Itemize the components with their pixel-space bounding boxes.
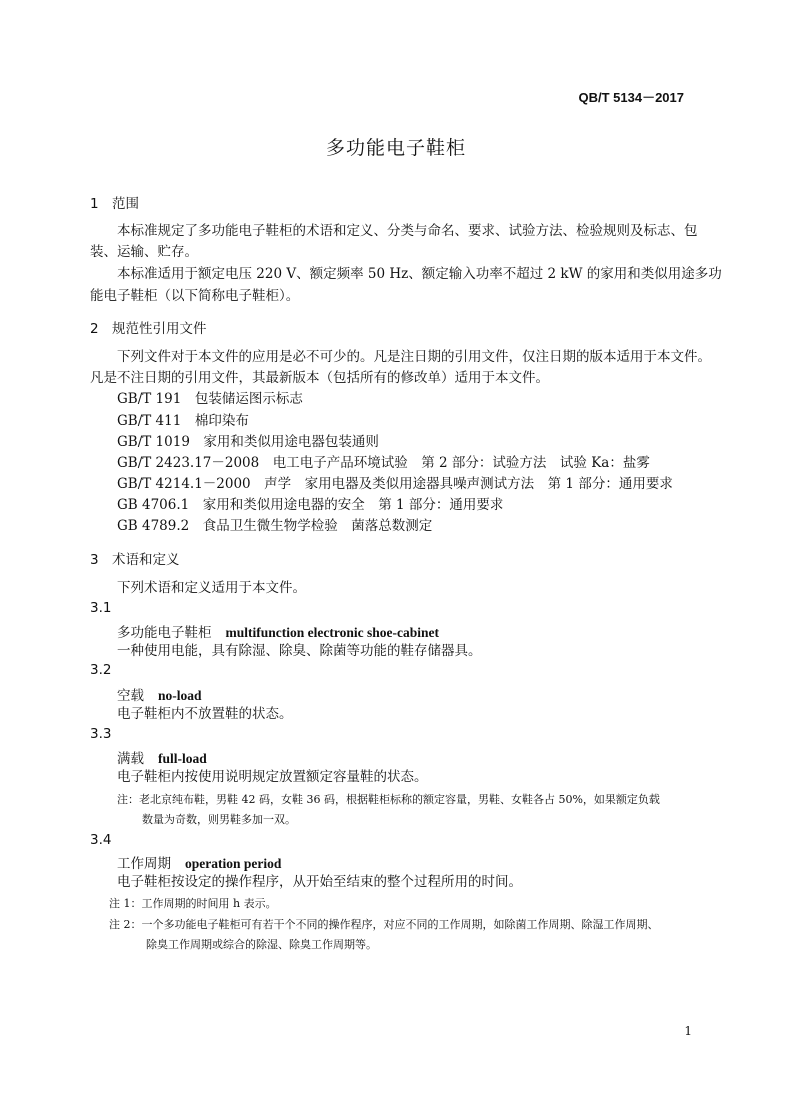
section-title: 术语和定义 — [112, 552, 180, 568]
term-definition: 一种使用电能，具有除湿、除臭、除菌等功能的鞋存储器具。 — [117, 643, 482, 659]
term-number: 3.4 — [90, 832, 112, 848]
term-note: 数量为奇数，则男鞋多加一双。 — [142, 813, 296, 826]
term-cn: 多功能电子鞋柜 — [117, 625, 212, 641]
term-cn: 满载 — [117, 751, 144, 767]
s1-p2-line2: 能电子鞋柜（以下简称电子鞋柜）。 — [90, 288, 300, 304]
reference-item: GB/T 191 包装储运图示标志 — [117, 391, 303, 407]
s1-p2-line1: 本标准适用于额定电压 220 V、额定频率 50 Hz、额定输入功率不超过 2 kW 的家用和类似用途多功 — [117, 266, 722, 282]
term-heading — [117, 852, 281, 872]
term-en: no-load — [158, 688, 202, 703]
s1-p1-line2: 装、运输、贮存。 — [90, 244, 198, 260]
term-number: 3.3 — [90, 726, 112, 742]
term-note: 注 2：一个多功能电子鞋柜可有若干个不同的操作程序，对应不同的工作周期，如除菌工作周期、除湿工作周期、 — [109, 918, 659, 931]
s2-p1-line2: 凡是不注日期的引用文件，其最新版本（包括所有的修改单）适用于本文件。 — [90, 370, 549, 386]
term-heading — [117, 621, 439, 641]
s1-p1-line1: 本标准规定了多功能电子鞋柜的术语和定义、分类与命名、要求、试验方法、检验规则及标志、包 — [117, 223, 698, 239]
term-definition: 电子鞋柜内按使用说明规定放置额定容量鞋的状态。 — [117, 769, 428, 785]
section-title: 规范性引用文件 — [112, 321, 207, 337]
term-cn: 工作周期 — [117, 856, 171, 872]
section-number: 1 — [90, 196, 99, 212]
standard-number: QB/T 5134－2017 — [578, 90, 684, 105]
term-heading — [117, 684, 202, 704]
term-definition: 电子鞋柜按设定的操作程序，从开始至结束的整个过程所用的时间。 — [117, 874, 522, 890]
reference-item: GB 4706.1 家用和类似用途电器的安全 第 1 部分：通用要求 — [117, 497, 504, 513]
term-cn: 空载 — [117, 688, 144, 704]
section-title: 范围 — [112, 196, 139, 212]
s3-intro: 下列术语和定义适用于本文件。 — [117, 580, 306, 596]
reference-item: GB/T 4214.1－2000 声学 家用电器及类似用途器具噪声测试方法 第 1 部分：通用要求 — [117, 476, 673, 492]
term-note: 除臭工作周期或综合的除湿、除臭工作周期等。 — [146, 938, 377, 951]
reference-item: GB/T 1019 家用和类似用途电器包装通则 — [117, 434, 379, 450]
section-1-heading — [90, 192, 139, 212]
term-en: full-load — [158, 751, 207, 766]
reference-item: GB/T 411 棉印染布 — [117, 413, 249, 429]
term-number: 3.2 — [90, 662, 112, 678]
reference-item: GB 4789.2 食品卫生微生物学检验 菌落总数测定 — [117, 518, 433, 534]
term-note: 注：老北京纯布鞋，男鞋 42 码，女鞋 36 码，根据鞋柜标称的额定容量，男鞋、女鞋各占 50%，如果额定负载 — [117, 793, 660, 806]
term-definition: 电子鞋柜内不放置鞋的状态。 — [117, 706, 293, 722]
page-number: 1 — [684, 1024, 692, 1038]
term-heading — [117, 747, 207, 767]
section-number: 3 — [90, 552, 99, 568]
document-title: 多功能电子鞋柜 — [325, 137, 466, 159]
term-en: operation period — [185, 856, 282, 871]
term-number: 3.1 — [90, 600, 112, 616]
section-2-heading — [90, 317, 207, 337]
section-3-heading — [90, 548, 180, 568]
reference-item: GB/T 2423.17－2008 电工电子产品环境试验 第 2 部分：试验方法 试验 Ka：盐雾 — [117, 455, 650, 471]
term-note: 注 1：工作周期的时间用 h 表示。 — [109, 897, 277, 910]
s2-p1-line1: 下列文件对于本文件的应用是必不可少的。凡是注日期的引用文件，仅注日期的版本适用于本文件。 — [117, 349, 711, 365]
section-number: 2 — [90, 321, 99, 337]
term-en: multifunction electronic shoe-cabinet — [225, 625, 439, 640]
